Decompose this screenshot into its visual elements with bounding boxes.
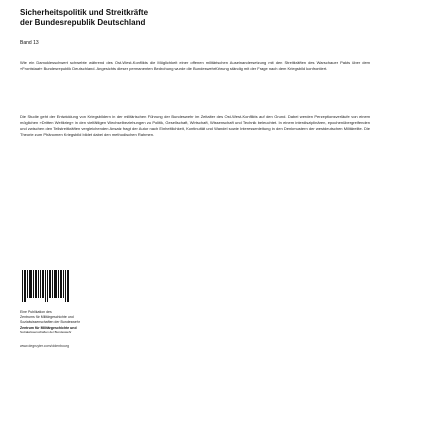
blurb-paragraph-2: Die Studie geht der Entwicklung von Kriegsbildern in der militärischen Führung der Bundeswehr im Zeitalter des Ost-West-Konflikts auf den Grund. Dabei werden Perzeptionsverläufe von einem möglichen »Dritten Weltkrieg« in den vielfältigen Wechselbeziehungen zu Politik, Gesellschaft, Wirtschaft, Wissenschaft und Technik beleuchtet. In einem interdisziplinären, epochenübergreifenden und zwischen den Teilstreitkräften vergleichenden Ansatz fragt der Autor nach Einheitlichkeit, Kontinuität und Wandel sowie Interessenleitung in den Denkmustern der westdeutschen Militärelite. Die Theorie zum Phänomen Kriegsbild bildet dabei den methodischen Rahmen. xyxy=(20,114,370,137)
logo-text-line1: Zentrum für Militärgeschichte und xyxy=(20,326,77,330)
publisher-line3: Sozialwissenschaften der Bundeswehr xyxy=(20,320,80,324)
publisher-line1: Eine Publikation des xyxy=(20,310,52,314)
publisher-line2: Zentrums für Militärgeschichte und xyxy=(20,315,74,319)
logo-text-line2: Sozialwissenschaften der Bundeswehr xyxy=(20,330,72,334)
volume-number: Band 13 xyxy=(20,40,39,46)
barcode-icon xyxy=(20,266,70,306)
publisher-url: www.degruyter.com/oldenbourg xyxy=(20,344,70,348)
series-title-line1: Sicherheitspolitik und Streitkräfte xyxy=(20,8,149,17)
blurb-paragraph-1: Wie ein Damoklesschwert schwebte während des Ost-West-Konflikts die Möglichkeit einer offenen militärischen Auseinandersetzung mit den Streitkräften des Warschauer Pakts über dem »Frontstaat« Bundesrepublik Deutschland. Angesichts dieser permanenten Bedrohung wurde die Bundeswehrführung ständig mit der Frage nach dem Kriegsbild konfrontiert. xyxy=(20,60,370,71)
zmsbw-logo xyxy=(20,326,100,334)
publisher-note xyxy=(20,310,140,325)
series-title-line2: der Bundesrepublik Deutschland xyxy=(20,18,146,27)
series-title xyxy=(20,8,310,28)
